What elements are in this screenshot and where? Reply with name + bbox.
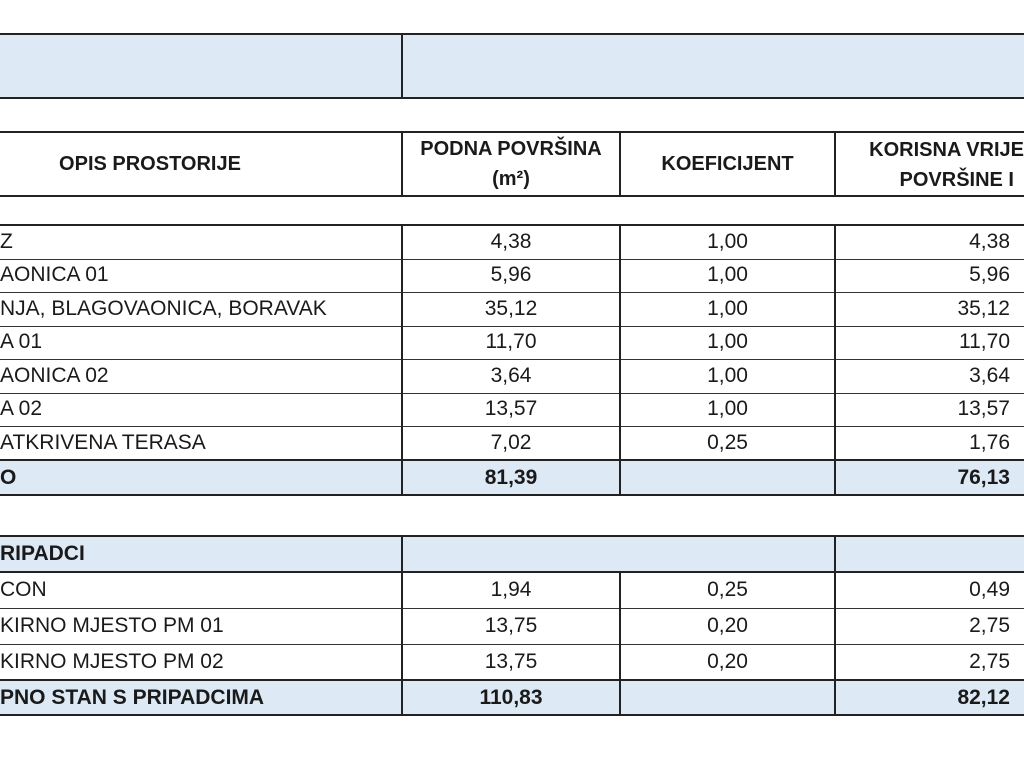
coefficient-cell: 1,00	[707, 330, 748, 354]
useful-area-cell: 11,70	[959, 330, 1010, 354]
useful-area-cell: 2,75	[969, 614, 1010, 637]
table-row	[0, 644, 1024, 680]
room-name-cell: A 02	[0, 397, 43, 421]
total-row	[0, 680, 1024, 715]
appurtenances-title: RIPADCI	[0, 541, 85, 565]
floor-area-cell: 4,38	[490, 229, 532, 253]
useful-area-cell: 0,49	[969, 578, 1010, 601]
useful-area-cell: 2,75	[969, 650, 1010, 673]
total-area: 110,83	[479, 685, 543, 709]
room-name-cell: CON	[0, 578, 47, 601]
subtotal-coef	[620, 460, 835, 495]
room-name-cell: A 01	[0, 330, 43, 354]
table-header	[0, 133, 1024, 195]
total-coef	[620, 680, 835, 715]
subtotal-label: O	[0, 465, 17, 489]
useful-area-cell: 1,76	[969, 430, 1010, 454]
header-floor-area: PODNA POVRŠINA (m²)	[420, 138, 602, 190]
coefficient-cell: 1,00	[707, 263, 748, 287]
coefficient-cell: 0,25	[707, 578, 748, 601]
useful-area-cell: 5,96	[969, 263, 1010, 287]
appurtenances-title-row	[0, 536, 1024, 571]
coefficient-cell: 0,20	[707, 614, 748, 637]
total-useful: 82,12	[957, 685, 1010, 709]
floor-area-cell: 13,57	[484, 397, 538, 421]
useful-area-cell: 4,38	[969, 229, 1010, 253]
top-title-bar	[0, 34, 1024, 98]
floor-area-cell: 3,64	[490, 363, 532, 387]
coefficient-cell: 1,00	[707, 397, 748, 421]
header-useful-area: KORISNA VRIJE POVRŠINE I	[869, 139, 1024, 191]
room-name-cell: Z	[0, 229, 13, 253]
table-row	[0, 608, 1024, 644]
coefficient-cell: 0,25	[707, 430, 748, 454]
coefficient-cell: 1,00	[707, 296, 748, 320]
room-name-cell: NJA, BLAGOVAONICA, BORAVAK	[0, 296, 327, 320]
header-coefficient: KOEFICIJENT	[661, 153, 794, 175]
floor-area-cell: 35,12	[484, 296, 538, 320]
subtotal-useful: 76,13	[957, 465, 1010, 489]
coefficient-cell: 1,00	[707, 229, 748, 253]
coefficient-cell: 0,20	[707, 650, 748, 673]
table-row	[0, 259, 1024, 293]
floor-area-cell: 7,02	[490, 430, 532, 454]
room-name-cell: KIRNO MJESTO PM 02	[0, 650, 224, 673]
room-name-cell: AONICA 01	[0, 263, 109, 287]
table-row	[0, 326, 1024, 360]
room-name-cell: ATKRIVENA TERASA	[0, 430, 206, 454]
table-row	[0, 359, 1024, 393]
floor-area-cell: 13,75	[484, 650, 538, 673]
table-row	[0, 393, 1024, 427]
total-label: PNO STAN S PRIPADCIMA	[0, 685, 265, 709]
floor-area-cell: 5,96	[490, 263, 532, 287]
subtotal-area: 81,39	[484, 465, 538, 489]
room-name-cell: KIRNO MJESTO PM 01	[0, 614, 224, 637]
useful-area-cell: 3,64	[969, 363, 1010, 387]
coefficient-cell: 1,00	[707, 363, 748, 387]
floor-area-cell: 11,70	[485, 330, 537, 354]
table-row	[0, 225, 1024, 259]
useful-area-cell: 13,57	[957, 397, 1010, 421]
table-row	[0, 292, 1024, 326]
room-name-cell: AONICA 02	[0, 363, 109, 387]
table-row	[0, 426, 1024, 460]
floor-area-cell: 1,94	[490, 578, 532, 601]
floor-area-cell: 13,75	[484, 614, 538, 637]
table-row	[0, 572, 1024, 608]
header-room-description: OPIS PROSTORIJE	[59, 153, 241, 175]
useful-area-cell: 35,12	[957, 296, 1010, 320]
subtotal-row	[0, 460, 1024, 495]
